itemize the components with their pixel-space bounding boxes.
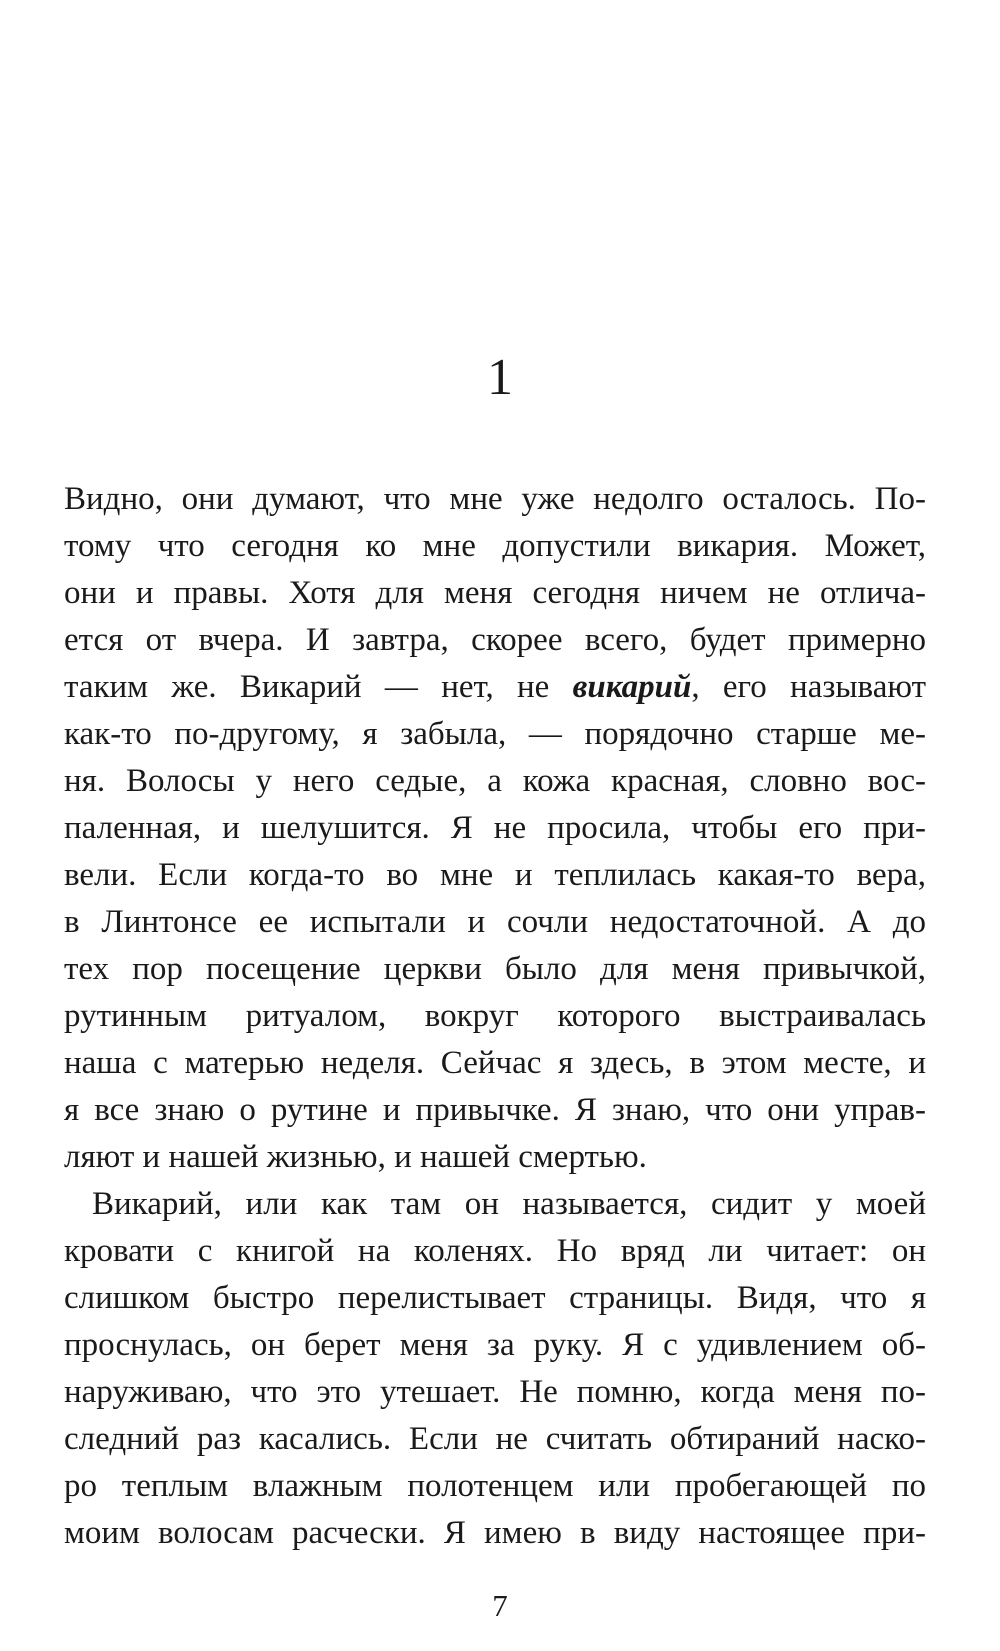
text-line: Видно, они думают, что мне уже недолго осталось. По- bbox=[64, 481, 926, 517]
text-line: ро теплым влажным полотенцем или пробегающей по bbox=[64, 1468, 926, 1504]
text-line: в Линтонсе ее испытали и сочли недостаточной. А до bbox=[64, 904, 926, 940]
text-line: паленная, и шелушится. Я не просила, чтобы его при- bbox=[64, 810, 926, 846]
text-line: ня. Волосы у него седые, а кожа красная, словно вос- bbox=[64, 763, 926, 799]
text-line bbox=[64, 664, 926, 711]
paragraph-2 bbox=[64, 1181, 926, 1557]
text-line: как-то по-другому, я забыла, — порядочно старше ме- bbox=[64, 716, 926, 752]
text-line: наруживаю, что это утешает. Не помню, когда меня по- bbox=[64, 1374, 926, 1410]
paragraph-1 bbox=[64, 476, 926, 1181]
text-line: проснулась, он берет меня за руку. Я с удивлением об- bbox=[64, 1327, 926, 1363]
text-line: я все знаю о рутине и привычке. Я знаю, что они управ- bbox=[64, 1092, 926, 1128]
text-line: вели. Если когда-то во мне и теплилась какая-то вера, bbox=[64, 857, 926, 893]
text-line: наша с матерью неделя. Сейчас я здесь, в этом месте, и bbox=[64, 1045, 926, 1081]
text-line: они и правы. Хотя для меня сегодня ничем не отлича- bbox=[64, 575, 926, 611]
text-line: рутинным ритуалом, вокруг которого выстраивалась bbox=[64, 998, 926, 1034]
text-line: моим волосам расчески. Я имею в виду настоящее при- bbox=[64, 1515, 926, 1551]
text-line: ляют и нашей жизнью, и нашей смертью. bbox=[64, 1139, 647, 1175]
text-line: ется от вчера. И завтра, скорее всего, будет примерно bbox=[64, 622, 926, 658]
emphasized-word: викарий bbox=[572, 669, 692, 705]
text-segment: таким же. Викарий — нет, не bbox=[64, 669, 573, 705]
page-number: 7 bbox=[492, 1588, 508, 1623]
text-segment: , его называют bbox=[691, 669, 926, 705]
text-line: Викарий, или как там он называется, сидит у моей bbox=[92, 1186, 926, 1222]
text-line: тех пор посещение церкви было для меня привычкой, bbox=[64, 951, 926, 987]
text-line: слишком быстро перелистывает страницы. Видя, что я bbox=[64, 1280, 926, 1316]
chapter-number: 1 bbox=[487, 349, 513, 406]
text-line: тому что сегодня ко мне допустили викария. Может, bbox=[64, 528, 926, 564]
body-text bbox=[64, 476, 926, 1557]
text-line: следний раз касались. Если не считать обтираний наско- bbox=[64, 1421, 926, 1457]
text-line: кровати с книгой на коленях. Но вряд ли читает: он bbox=[64, 1233, 926, 1269]
